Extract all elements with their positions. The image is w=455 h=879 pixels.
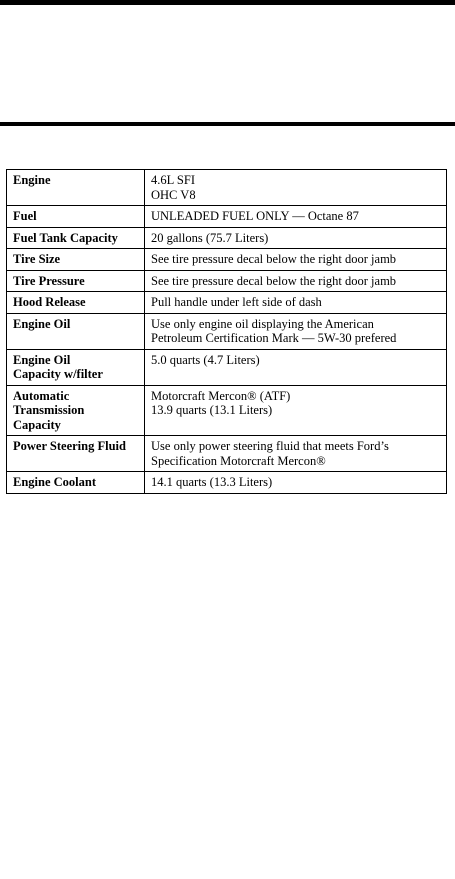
spec-value: See tire pressure decal below the right door jamb xyxy=(151,252,397,266)
spec-label: Hood Release xyxy=(13,295,86,309)
specifications-table xyxy=(6,169,447,494)
spec-label: Tire Pressure xyxy=(13,273,85,288)
spec-label-cell xyxy=(7,436,145,472)
section-rule xyxy=(0,122,455,126)
spec-value: Use only power steering fluid that meets Ford’s xyxy=(151,439,389,453)
spec-label: Capacity w/filter xyxy=(13,367,103,381)
spec-row xyxy=(7,292,447,314)
spec-value-cell xyxy=(145,472,447,494)
spec-label-cell xyxy=(7,472,145,494)
spec-row xyxy=(7,170,447,206)
spec-label: Engine Coolant xyxy=(13,475,97,489)
spec-row xyxy=(7,385,447,436)
line-spacer xyxy=(151,418,440,433)
top-rule xyxy=(0,0,455,5)
spec-label: Engine Oil xyxy=(13,316,71,331)
spec-value-cell xyxy=(145,206,447,228)
line-spacer xyxy=(13,454,138,469)
spec-label: Tire Size xyxy=(13,252,61,266)
spec-value: Specification Motorcraft Mercon® xyxy=(151,453,326,468)
spec-value: 14.1 quarts (13.3 Liters) xyxy=(151,475,273,489)
spec-label-cell xyxy=(7,292,145,314)
spec-label: Engine Oil xyxy=(13,352,71,367)
line-spacer xyxy=(13,331,138,346)
spec-row xyxy=(7,313,447,349)
spec-label: Engine xyxy=(13,173,51,187)
spec-label-cell xyxy=(7,270,145,292)
spec-value: See tire pressure decal below the right door jamb xyxy=(151,273,397,288)
spec-value: 13.9 quarts (13.1 Liters) xyxy=(151,403,273,417)
line-spacer xyxy=(151,367,440,382)
spec-value-cell xyxy=(145,349,447,385)
spec-value-cell xyxy=(145,227,447,249)
spec-row xyxy=(7,249,447,271)
spec-label-cell xyxy=(7,170,145,206)
spec-label: Transmission xyxy=(13,403,85,417)
spec-row xyxy=(7,206,447,228)
spec-value: Motorcraft Mercon® (ATF) xyxy=(151,388,291,403)
spec-label-cell xyxy=(7,249,145,271)
spec-value-cell xyxy=(145,270,447,292)
spec-label: Capacity xyxy=(13,417,61,432)
spec-value: 20 gallons (75.7 Liters) xyxy=(151,230,269,245)
spec-label-cell xyxy=(7,313,145,349)
line-spacer xyxy=(13,188,138,203)
spec-row xyxy=(7,270,447,292)
spec-value: 5.0 quarts (4.7 Liters) xyxy=(151,352,260,367)
spec-label-cell xyxy=(7,227,145,249)
spec-row xyxy=(7,227,447,249)
spec-row xyxy=(7,472,447,494)
spec-value: Petroleum Certification Mark — 5W-30 prefered xyxy=(151,331,397,345)
spec-value: OHC V8 xyxy=(151,187,196,202)
spec-value-cell xyxy=(145,170,447,206)
spec-label: Fuel xyxy=(13,209,37,223)
spec-label-cell xyxy=(7,206,145,228)
spec-value: Use only engine oil displaying the American xyxy=(151,316,374,331)
spec-value-cell xyxy=(145,436,447,472)
spec-value-cell xyxy=(145,292,447,314)
spec-label: Power Steering Fluid xyxy=(13,439,126,453)
spec-label-cell xyxy=(7,349,145,385)
spec-row xyxy=(7,349,447,385)
spec-row xyxy=(7,436,447,472)
spec-value-cell xyxy=(145,249,447,271)
spec-value-cell xyxy=(145,313,447,349)
spec-label: Automatic xyxy=(13,388,70,403)
spec-label: Fuel Tank Capacity xyxy=(13,230,118,245)
spec-value: 4.6L SFI xyxy=(151,173,195,187)
specifications-table-body xyxy=(7,170,447,494)
spec-value: Pull handle under left side of dash xyxy=(151,295,322,309)
spec-value: UNLEADED FUEL ONLY — Octane 87 xyxy=(151,209,359,223)
spec-label-cell xyxy=(7,385,145,436)
spec-value-cell xyxy=(145,385,447,436)
